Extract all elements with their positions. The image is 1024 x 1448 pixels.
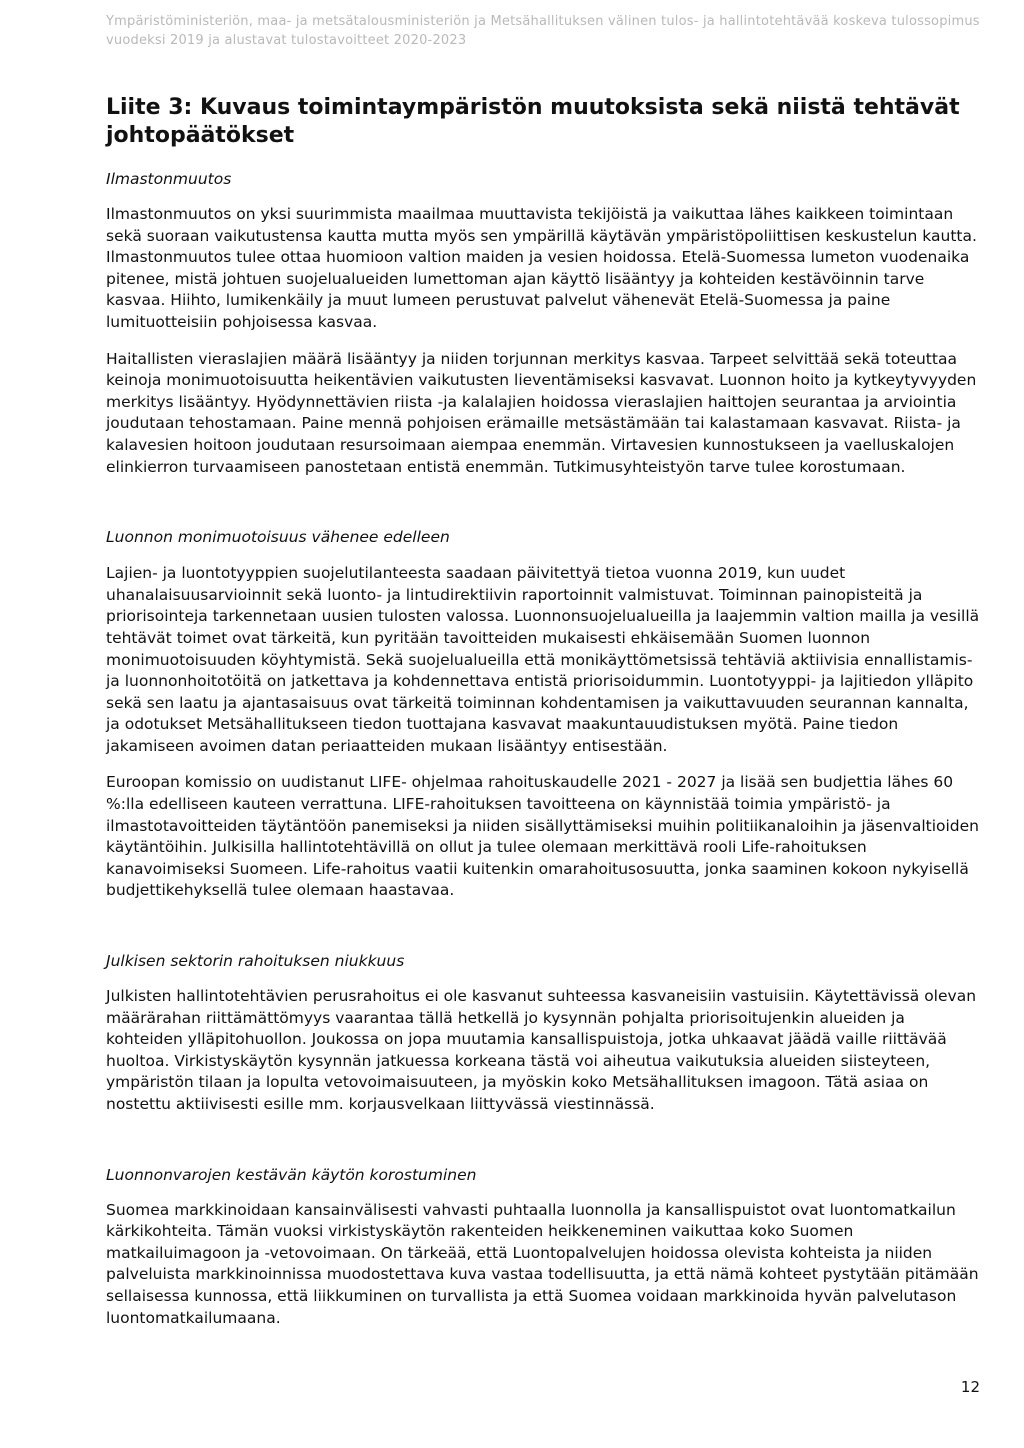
paragraph: Lajien- ja luontotyyppien suojelutilanteesta saadaan päivitettyä tietoa vuonna 2019, kun uudet uhanalaisuusarvioinnit sekä luonto- ja lintudirektiivin raportoinnit valmistuvat. Toiminnan painopisteitä ja priorisointeja tarkennetaan uusien tulosten valossa. Luonnonsuojelualueilla ja laajemmin valtion mailla ja vesillä tehtävät toimet ovat tärkeitä, kun pyritään tavoitteiden mukaisesti ehkäisemään Suomen luonnon monimuotoisuuden köyhtymistä. Sekä suojelualueilla että monikäyttömetsissä tehtäviä aktiivisia ennallistamis- ja luonnonhoitotöitä on jatkettava ja kohdennettava entistä priorisoidummin. Luontotyyppi- ja lajitiedon ylläpito sekä sen laatu ja ajantasaisuus ovat tärkeitä toiminnan kohdentamisen ja vaikuttavuuden seurannan kannalta, ja odotukset Metsähallitukseen tiedon tuottajana kasvavat maakuntauudistuksen myötä. Paine tiedon jakamiseen avoimen datan periaatteiden mukaan lisääntyy entisestään.: [106, 564, 980, 755]
paragraph: Haitallisten vieraslajien määrä lisääntyy ja niiden torjunnan merkitys kasvaa. Tarpeet selvittää sekä toteuttaa keinoja monimuotoisuutta heikentävien vaikutusten lieventämiseksi kasvavat. Luonnon hoito ja kytkeytyvyyden merkitys lisääntyy. Hyödynnettävien riista -ja kalalajien hoidossa vieraslajien haittojen seurantaa ja arviointia joudutaan tehostamaan. Paine mennä pohjoisen erämaille metsästämään tai kalastamaan kasvavat. Riista- ja kalavesien hoitoon joudutaan resursoimaan aiempaa enemmän. Virtavesien kunnostukseen ja vaelluskalojen elinkierron turvaamiseen panostetaan entistä enemmän. Tutkimusyhteistyön tarve tulee korostumaan.: [106, 349, 977, 476]
section-heading-kestava-kaytto: Luonnonvarojen kestävän käytön korostuminen: [106, 1165, 477, 1184]
paragraph: Suomea markkinoidaan kansainvälisesti vahvasti puhtaalla luonnolla ja kansallispuistot ovat luontomatkailun kärkikohteita. Tämän vuoksi virkistyskäytön rakenteiden heikkeneminen vaikuttaa koko Suomen matkailuimagoon ja -vetovoimaan. On tärkeää, että Luontopalvelujen hoidossa olevista kohteista ja niiden palveluista markkinoinnissa muodostettava kuva vastaa todellisuutta, ja että nämä kohteet pystytään pitämään sellaisessa kunnossa, että liikkuminen on turvallista ja että Suomea voidaan markkinoida hyvän palvelutason luontomatkailumaana.: [106, 1200, 979, 1327]
header-line-2: vuodeksi 2019 ja alustavat tulostavoitteet 2020-2023: [106, 33, 467, 48]
header-line-1: Ympäristöministeriön, maa- ja metsätalousministeriön ja Metsähallituksen välinen tulos- ja hallintotehtävää koskeva tulossopimus: [106, 14, 980, 29]
document-title: Liite 3: Kuvaus toimintaympäristön muutoksista sekä niistä tehtävät johtopäätökset: [106, 95, 960, 148]
page-header: [106, 12, 986, 50]
section-heading-ilmastonmuutos: Ilmastonmuutos: [106, 170, 232, 188]
paragraph: Ilmastonmuutos on yksi suurimmista maailmaa muuttavista tekijöistä ja vaikuttaa lähes kaikkeen toimintaan sekä suoraan vaikutustensa kautta mutta myös sen ympärillä käytävän ympäristöpoliittisen keskustelun kautta. Ilmastonmuutos tulee ottaa huomioon valtion maiden ja vesien hoidossa. Etelä-Suomessa lumeton vuodenaika pitenee, mistä johtuen suojelualueiden lumettoman ajan käyttö lisääntyy ja kohteiden kestävöinnin tarve kasvaa. Hiihto, lumikenkäily ja muut lumeen perustuvat palvelut vähenevät Etelä-Suomessa ja paine lumituotteisiin pohjoisessa kasvaa.: [106, 205, 977, 331]
section-heading-rahoitus: Julkisen sektorin rahoituksen niukkuus: [106, 952, 405, 971]
paragraph: Julkisten hallintotehtävien perusrahoitus ei ole kasvanut suhteessa kasvaneisiin vastuisiin. Käytettävissä olevan määrärahan riittämättömyys vaarantaa tällä hetkellä jo kysynnän pohjalta priorisoitujenkin alueiden ja kohteiden ylläpitohuollon. Joukossa on jopa muutamia kansallispuistoja, jotka uhkaavat jäädä vaille riittävää huoltoa. Virkistyskäytön kysynnän jatkuessa korkeana tästä voi aiheutua vaikutuksia alueiden siisteyteen, ympäristön tilaan ja lopulta vetovoimaisuuteen, ja myöskin koko Metsähallituksen imagoon. Tätä asiaa on nostettu aktiivisesti esille mm. korjausvelkaan liittyvässä viestinnässä.: [106, 987, 977, 1113]
page-number: 12: [960, 1378, 980, 1396]
section-heading-monimuotoisuus: Luonnon monimuotoisuus vähenee edelleen: [106, 528, 450, 547]
paragraph: Euroopan komissio on uudistanut LIFE- ohjelmaa rahoituskaudelle 2021 - 2027 ja lisää sen budjettia lähes 60 %:lla edelliseen kauteen verrattuna. LIFE-rahoituksen tavoitteena on käynnistää toimia ympäristö- ja ilmastotavoitteiden täytäntöön panemiseksi ja niiden sisällyttämiseksi muihin politiikanaloihin ja jäsenvaltioiden käytäntöihin. Julkisilla hallintotehtävillä on ollut ja tulee olemaan merkittävä rooli Life-rahoituksen kanavoimiseksi Suomeen. Life-rahoitus vaatii kuitenkin omarahoitusosuutta, jonka saaminen kokoon nykyisellä budjettikehyksellä tulee olemaan haastavaa.: [106, 773, 979, 900]
document-body: [106, 94, 986, 1329]
